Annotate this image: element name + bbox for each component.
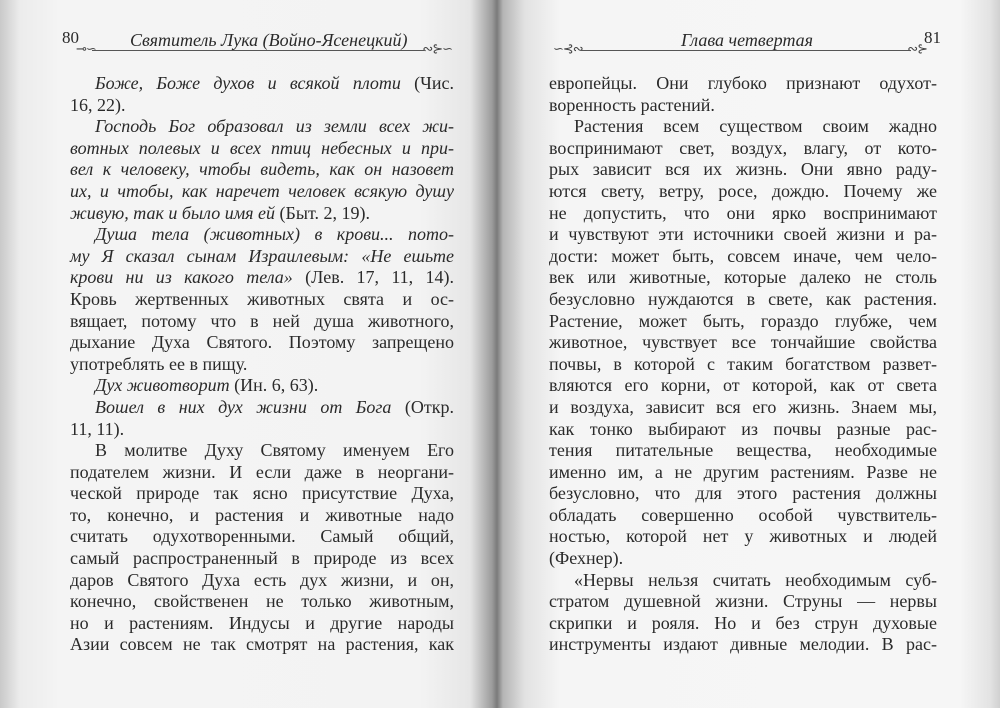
italic-quote-text: Боже, Боже духов и всякой плоти <box>95 73 401 93</box>
text-line <box>70 138 454 160</box>
right-page <box>503 0 1000 708</box>
body-text: и воздуха, зависит вся его жизнь. Знаем мы, <box>549 396 937 417</box>
body-text: (Лев. 17, 11, 14). <box>292 267 454 288</box>
italic-quote-text: их, и чтобы, как наречет человек всякую душу <box>70 180 454 201</box>
body-text: дости: может быть, совсем иначе, чем чело- <box>549 245 937 266</box>
text-line <box>549 440 937 462</box>
running-header <box>551 26 941 54</box>
body-text: подателем жизни. И если даже в неоргани- <box>70 461 454 482</box>
body-text: конечно, свойственен не только животным, <box>70 591 454 612</box>
page-number: 81 <box>924 28 941 47</box>
text-line <box>70 483 454 505</box>
ornament-icon: ⊸∽ <box>76 41 96 56</box>
text-line <box>70 311 454 333</box>
text-line <box>549 505 937 527</box>
body-text: вляются его корни, от которой, как от света <box>549 375 937 396</box>
italic-quote-text: вел к человеку, чтобы видеть, как он назовет <box>70 159 454 180</box>
text-line <box>549 462 937 484</box>
body-text: ностью, которой нет у животных и людей <box>549 526 937 547</box>
body-text: (Ин. 6, 63). <box>229 375 319 396</box>
text-line <box>70 289 454 311</box>
body-text: рых зависит вся их жизнь. Они явно раду- <box>549 159 937 180</box>
text-line <box>70 613 454 635</box>
text-line <box>549 267 937 289</box>
body-text: безусловно нуждаются в свете, как растения. <box>549 288 937 309</box>
text-line <box>70 116 454 138</box>
ornament-icon: ∽⊰∾ <box>553 41 583 56</box>
italic-quote-text: му Я сказал сынам Израилевым: «Не ешьте <box>70 245 454 266</box>
text-line <box>549 419 937 441</box>
italic-quote-text: живую, так и было имя ей <box>70 202 276 223</box>
body-text: дыхание Духа Святого. Поэтому запрещено <box>70 332 454 353</box>
italic-quote-text: Душа тела (животных) в крови... пото- <box>95 224 454 245</box>
text-line <box>70 95 454 117</box>
text-line <box>70 332 454 354</box>
italic-quote-text: крови ни из какого тела» <box>70 267 293 288</box>
text-line <box>70 548 454 570</box>
body-text: и чувствуют эти источники своей жизни и ра- <box>549 224 937 245</box>
header-rule <box>92 50 424 51</box>
text-line <box>70 159 454 181</box>
body-text: европейцы. Они глубоко признают одухот- <box>549 73 937 93</box>
text-line <box>70 246 454 268</box>
body-text: «Нервы нельзя считать необходимым суб- <box>574 569 937 590</box>
text-line <box>70 375 454 397</box>
text-line <box>70 224 454 246</box>
text-line <box>549 116 937 138</box>
body-text: стратом душевной жизни. Струны — нервы <box>549 591 937 612</box>
text-line <box>549 95 937 117</box>
italic-quote-text: Дух животворит <box>95 375 230 396</box>
body-text: век или животные, которые далеко не столь <box>549 267 937 288</box>
body-text: (Быт. 2, 19). <box>275 202 370 223</box>
body-text: ческой природе так ясно присутствие Духа, <box>70 483 454 504</box>
text-line <box>549 613 937 635</box>
text-line <box>549 591 937 613</box>
ornament-icon: ∾⊱∽ <box>422 41 452 56</box>
text-line <box>549 138 937 160</box>
text-line <box>549 526 937 548</box>
body-text: безусловно, что для этого растения должны <box>549 483 937 504</box>
text-line <box>70 570 454 592</box>
text-line <box>549 548 937 570</box>
body-text: считать одухотворенными. Самый общий, <box>70 526 454 547</box>
body-text: 11, 11). <box>70 418 125 439</box>
body-text: не допустить, что они ярко воспринимают <box>549 202 937 223</box>
body-text: самый распространенный в природе из всех <box>70 548 454 569</box>
text-line <box>70 267 454 289</box>
text-line <box>549 375 937 397</box>
body-text: Кровь жертвенных животных свята и ос- <box>70 288 454 309</box>
body-text: почвы, в которой с таким богатством развет- <box>549 353 937 374</box>
body-text: воспринимают свет, воздух, влагу, от кото- <box>549 137 937 158</box>
body-text: ются свету, ветру, росе, дождю. Почему же <box>549 180 937 201</box>
text-line <box>70 397 454 419</box>
body-text: животное, чувствует все тончайшие свойства <box>549 332 937 353</box>
text-line <box>70 203 454 225</box>
body-text: воренность растений. <box>549 94 715 115</box>
text-line <box>549 311 937 333</box>
body-text: то, конечно, и растения и животные надо <box>70 504 454 525</box>
text-line <box>549 73 937 95</box>
text-line <box>70 591 454 613</box>
body-text: обладать совершенно особой чувствитель- <box>549 504 937 525</box>
text-line <box>70 354 454 376</box>
text-line <box>549 246 937 268</box>
text-line <box>549 570 937 592</box>
text-line <box>549 159 937 181</box>
text-line <box>70 419 454 441</box>
text-line <box>549 203 937 225</box>
running-title: Святитель Лука (Войно-Ясенецкий) <box>130 30 408 50</box>
body-text: Азии совсем не так смотрят на растения, как <box>70 634 454 655</box>
text-line <box>70 181 454 203</box>
body-text: скрипки и рояля. Но и без струн духовые <box>549 612 937 633</box>
body-text: (Чис. <box>400 73 454 93</box>
page-number: 80 <box>62 28 79 47</box>
italic-quote-text: Господь Бог образовал из земли всех жи- <box>95 116 454 137</box>
text-line <box>70 440 454 462</box>
body-text: (Откр. <box>391 396 454 417</box>
body-text: 16, 22). <box>70 94 126 115</box>
text-line <box>70 634 454 656</box>
body-text: именно им, а не другим растениям. Разве не <box>549 461 937 482</box>
text-line <box>70 462 454 484</box>
body-text: но и растениям. Индусы и другие народы <box>70 612 454 633</box>
text-line <box>549 181 937 203</box>
header-rule <box>581 50 911 51</box>
text-line <box>70 526 454 548</box>
text-line <box>549 483 937 505</box>
italic-quote-text: вотных полевых и всех птиц небесных и при- <box>70 137 454 158</box>
body-text: тения питательные вещества, необходимые <box>549 440 937 461</box>
text-line <box>70 505 454 527</box>
running-title: Глава четвертая <box>681 30 814 50</box>
text-line <box>549 289 937 311</box>
body-text: как тонко выбирают из почвы разные рас- <box>549 418 937 439</box>
text-line <box>549 397 937 419</box>
body-text: даров Святого Духа есть дух жизни, и он, <box>70 569 454 590</box>
text-line <box>549 634 937 656</box>
page-text <box>549 73 937 656</box>
body-text: (Фехнер). <box>549 548 624 569</box>
text-line <box>549 332 937 354</box>
running-header <box>62 26 454 54</box>
left-page <box>0 0 497 708</box>
body-text: инструменты издают дивные мелодии. В рас- <box>549 634 937 655</box>
ornament-icon: ∾⊱ <box>907 41 927 56</box>
body-text: вящает, потому что в ней душа животного, <box>70 310 454 331</box>
italic-quote-text: Вошел в них дух жизни от Бога <box>95 396 392 417</box>
page-text <box>70 73 454 656</box>
text-line <box>549 354 937 376</box>
body-text: В молитве Духу Святому именуем Его <box>95 440 454 461</box>
body-text: Растения всем существом своим жадно <box>574 116 937 137</box>
text-line <box>549 224 937 246</box>
text-line <box>70 73 454 95</box>
body-text: употреблять ее в пищу. <box>70 353 248 374</box>
body-text: Растение, может быть, гораздо глубже, чем <box>549 310 937 331</box>
